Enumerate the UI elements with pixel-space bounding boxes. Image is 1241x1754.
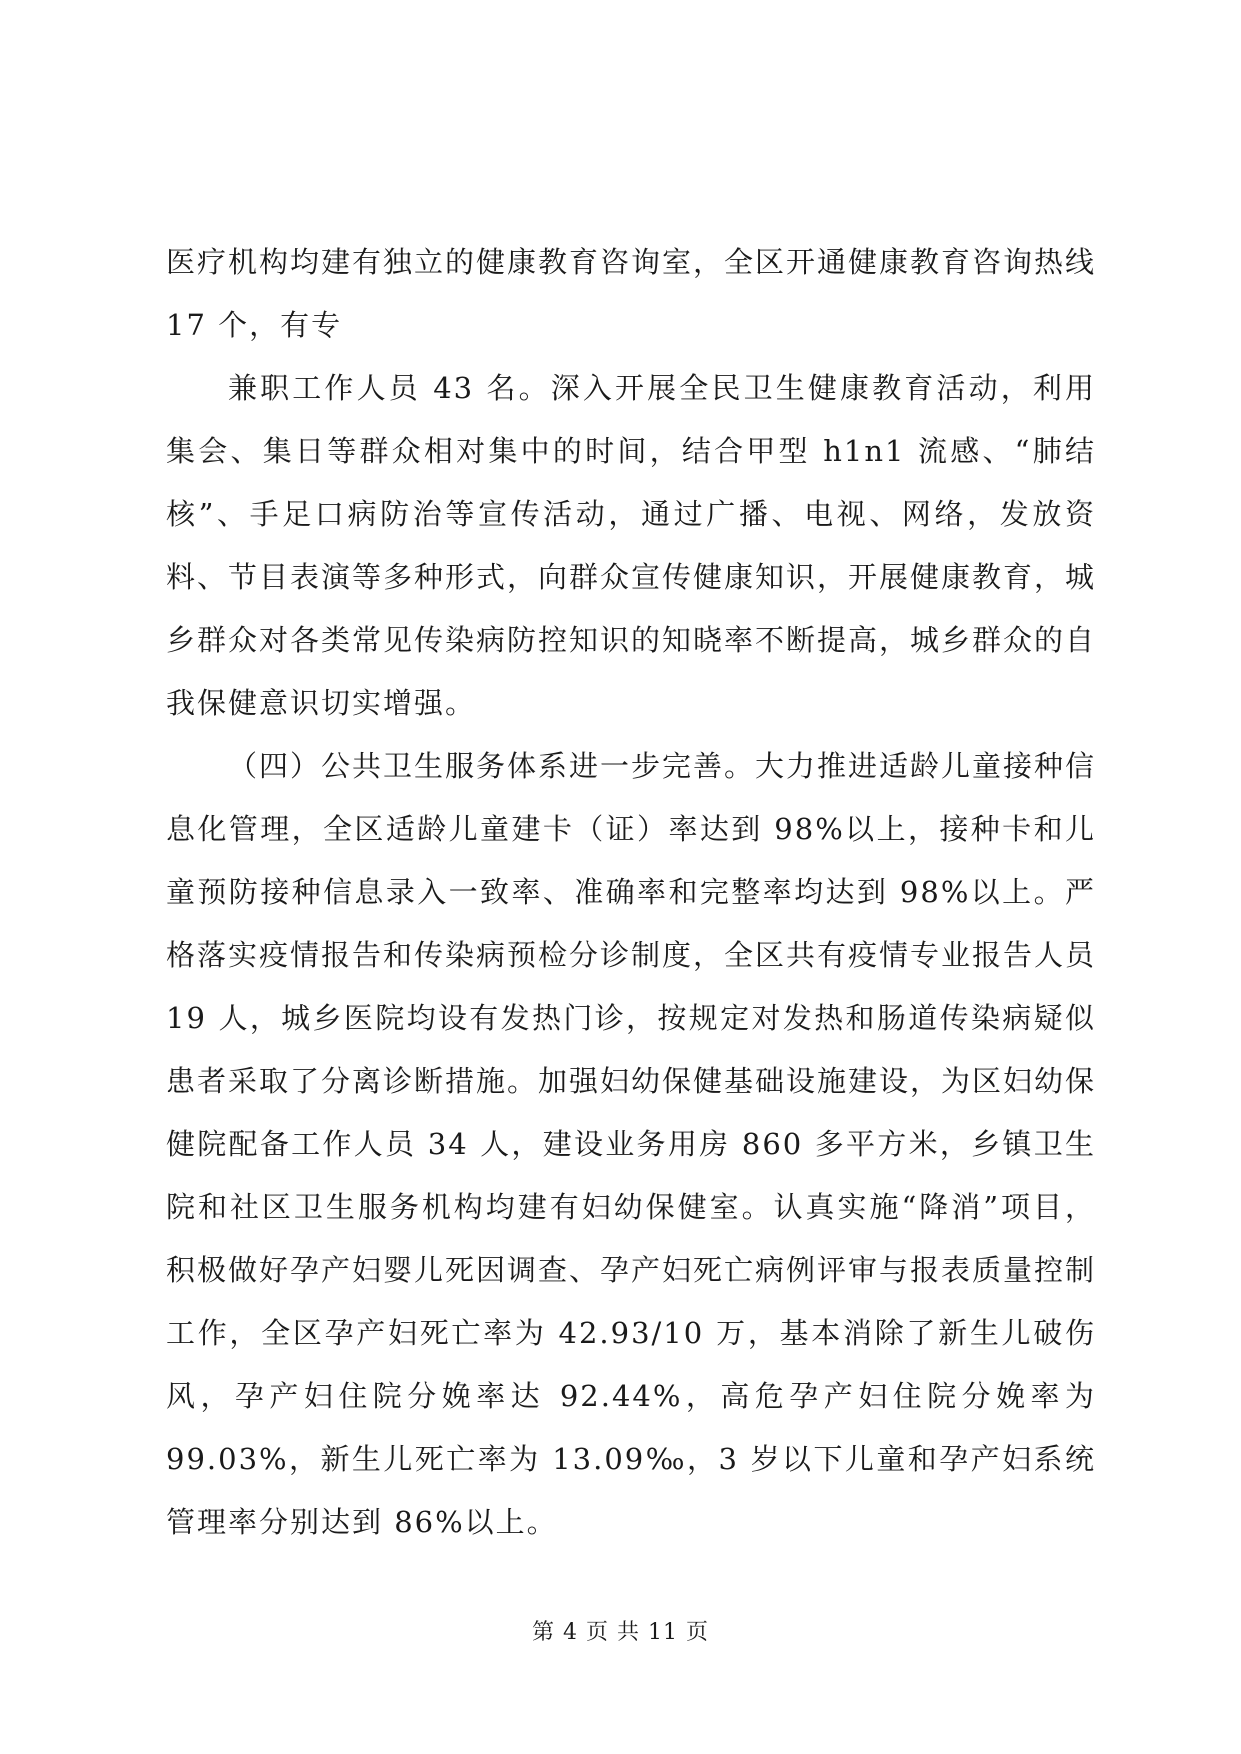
document-body <box>166 231 1096 1554</box>
paragraph-continued: 医疗机构均建有独立的健康教育咨询室，全区开通健康教育咨询热线 17 个，有专 <box>166 245 1097 342</box>
paragraph-health-education: 兼职工作人员 43 名。深入开展全民卫生健康教育活动，利用集会、集日等群众相对集中的时间，结合甲型 h1n1 流感、“肺结核”、手足口病防治等宣传活动，通过广播、电视、网络，发放资料、节目表演等多种形式，向群众宣传健康知识，开展健康教育，城乡群众对各类常见传染病防控知识的知晓率不断提高，城乡群众的自我保健意识切实增强。 <box>166 371 1097 720</box>
page-footer: 第 4 页 共 11 页 <box>532 1620 709 1645</box>
paragraph-public-health-service: （四）公共卫生服务体系进一步完善。大力推进适龄儿童接种信息化管理，全区适龄儿童建卡（证）率达到 98%以上，接种卡和儿童预防接种信息录入一致率、准确率和完整率均达到 98%以上。严格落实疫情报告和传染病预检分诊制度，全区共有疫情专业报告人员 19 人，城乡医院均设有发热门诊，按规定对发热和肠道传染病疑似患者采取了分离诊断措施。加强妇幼保健基础设施建设，为区妇幼保健院配备工作人员 34 人，建设业务用房 860 多平方米，乡镇卫生院和社区卫生服务机构均建有妇幼保健室。认真实施“降消”项目，积极做好孕产妇婴儿死因调查、孕产妇死亡病例评审与报表质量控制工作，全区孕产妇死亡率为 42.93/10 万，基本消除了新生儿破伤风，孕产妇住院分娩率达 92.44%，高危孕产妇住院分娩率为 99.03%，新生儿死亡率为 13.09‰，3 岁以下儿童和孕产妇系统管理率分别达到 86%以上。 <box>166 749 1097 1539</box>
